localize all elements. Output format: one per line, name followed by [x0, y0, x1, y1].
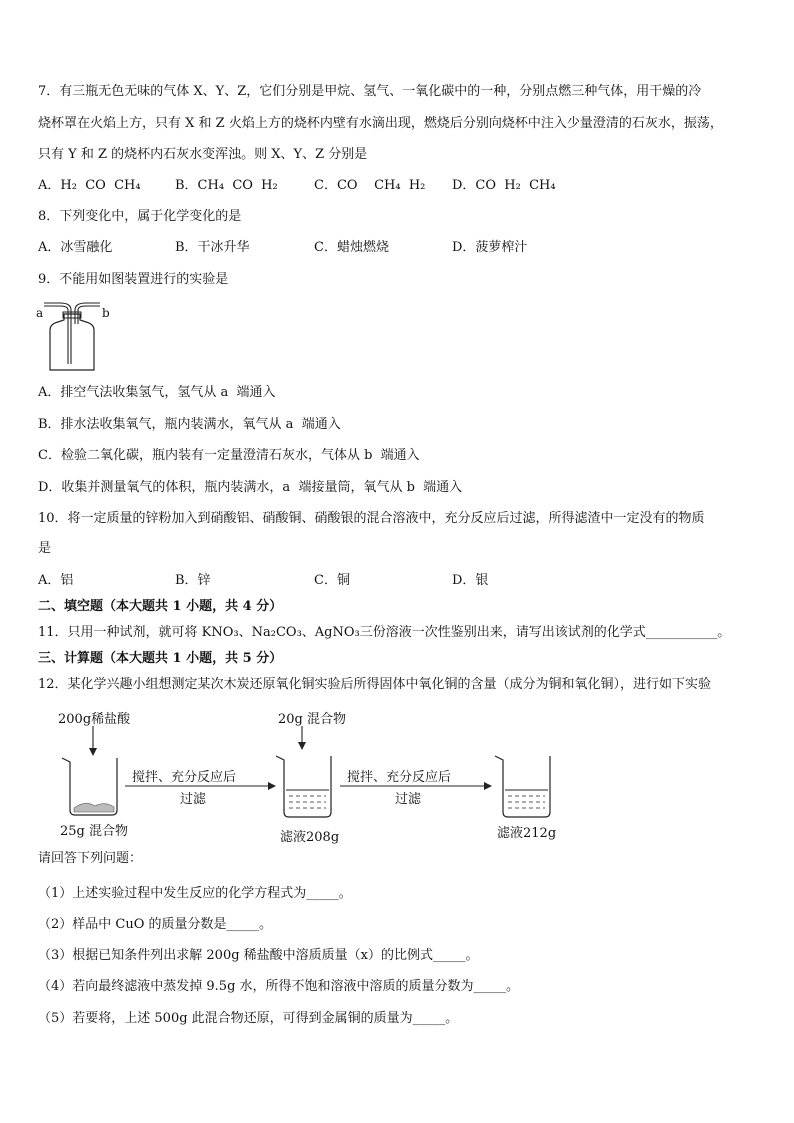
fig-label-a: a	[36, 306, 44, 320]
label-filtrate-208g: 滤液208g	[280, 830, 340, 845]
label-step1-b: 过滤	[180, 792, 207, 807]
section-calculation-title: 三、计算题（本大题共 1 小题，共 5 分）	[38, 651, 283, 666]
q12-sub-1: （1）上述实验过程中发生反应的化学方程式为_____。	[38, 886, 352, 901]
label-acid: 200g稀盐酸	[58, 712, 131, 727]
q10-line1: 10．将一定质量的锌粉加入到硝酸铝、硝酸铜、硝酸银的混合溶液中，充分反应后过滤，所得滤渣中一定没有的物质	[38, 511, 705, 526]
q8-option-d: D．菠萝榨汁	[452, 240, 528, 255]
label-filtrate-212g: 滤液212g	[497, 826, 557, 841]
q12-ask: 请回答下列问题：	[38, 851, 143, 866]
q12-sub-4: （4）若向最终滤液中蒸发掉 9.5g 水，所得不饱和溶液中溶质的质量分数为_____。	[38, 979, 520, 994]
q7-option-b: B．CH₄ CO H₂	[175, 178, 278, 193]
experiment-figure	[40, 700, 640, 850]
q9-stem: 9．不能用如图装置进行的实验是	[38, 272, 229, 287]
label-mix-20g: 20g 混合物	[278, 712, 346, 727]
q7-line3: 只有 Y 和 Z 的烧杯内石灰水变浑浊。则 X、Y、Z 分别是	[38, 147, 368, 162]
q10-option-d: D．银	[452, 573, 489, 588]
q10-option-b: B．锌	[175, 573, 211, 588]
q9-option-a: A．排空气法收集氢气，氢气从 a 端通入	[38, 385, 276, 400]
q12-sub-3: （3）根据已知条件列出求解 200g 稀盐酸中溶质质量（x）的比例式_____。	[38, 948, 479, 963]
q12-sub-2: （2）样品中 CuO 的质量分数是_____。	[38, 917, 273, 932]
q9-option-d: D．收集并测量氧气的体积，瓶内装满水，a 端接量筒，氧气从 b 端通入	[38, 480, 463, 495]
label-step1-a: 搅拌、充分反应后	[132, 770, 237, 785]
q12-stem: 12．某化学兴趣小组想测定某次木炭还原氧化铜实验后所得固体中氧化铜的含量（成分为铜和氧化铜），进行如下实验	[38, 677, 712, 692]
q7-option-d: D．CO H₂ CH₄	[452, 178, 556, 193]
gas-bottle-figure	[36, 300, 110, 372]
q10-option-c: C．铜	[314, 573, 350, 588]
label-step2-a: 搅拌、充分反应后	[347, 770, 452, 785]
q10-line2: 是	[38, 541, 52, 556]
q7-option-a: A．H₂ CO CH₄	[38, 178, 141, 193]
q9-option-b: B．排水法收集氧气，瓶内装满水，氧气从 a 端通入	[38, 417, 341, 432]
q12-sub-5: （5）若要将，上述 500g 此混合物还原，可得到金属铜的质量为_____。	[38, 1011, 459, 1026]
q9-option-c: C．检验二氧化碳，瓶内装有一定量澄清石灰水，气体从 b 端通入	[38, 448, 420, 463]
section-fill-in-title: 二、填空题（本大题共 1 小题，共 4 分）	[38, 599, 283, 614]
q8-option-b: B．干冰升华	[175, 240, 250, 255]
q8-option-a: A．冰雪融化	[38, 240, 113, 255]
q7-line2: 烧杯罩在火焰上方，只有 X 和 Z 火焰上方的烧杯内壁有水滴出现，燃烧后分别向烧杯中注入少量澄清的石灰水，振荡，	[38, 116, 723, 131]
q7-line1: 7．有三瓶无色无味的气体 X、Y、Z，它们分别是甲烷、氢气、一氧化碳中的一种，分别点燃三种气体，用干燥的冷	[38, 84, 702, 99]
q8-option-c: C．蜡烛燃烧	[314, 240, 389, 255]
q11-text: 11．只用一种试剂，就可将 KNO₃、Na₂CO₃、AgNO₃三份溶液一次性鉴别出来，请写出该试剂的化学式___________。	[38, 625, 731, 640]
label-mix-25g: 25g 混合物	[60, 824, 128, 839]
label-step2-b: 过滤	[395, 792, 422, 807]
q10-option-a: A．铝	[38, 573, 74, 588]
fig-label-b: b	[102, 306, 110, 320]
q7-option-c: C．CO CH₄ H₂	[314, 178, 426, 193]
q8-stem: 8．下列变化中，属于化学变化的是	[38, 209, 242, 224]
